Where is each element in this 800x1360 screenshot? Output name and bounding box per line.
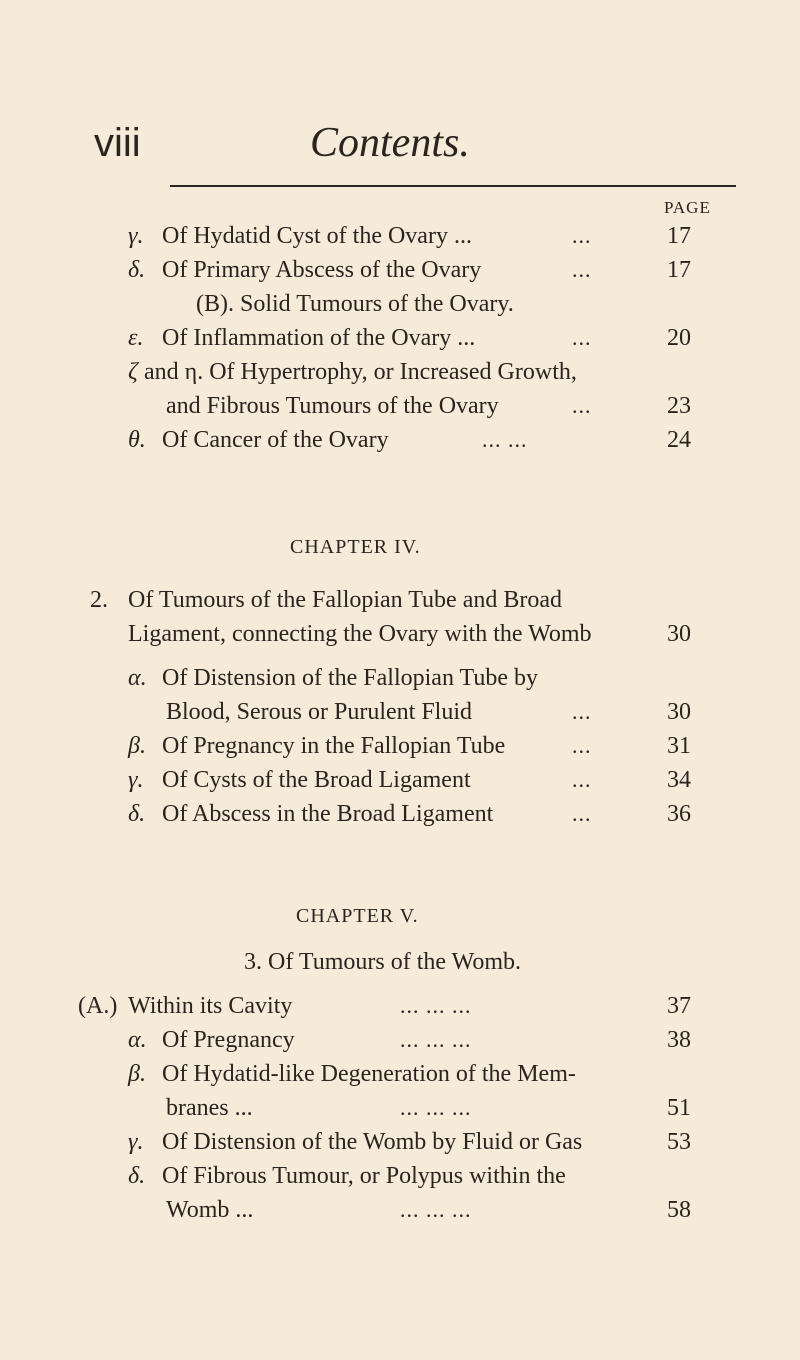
entry-page: 17 <box>667 223 691 249</box>
entry-page: 24 <box>667 427 691 453</box>
entry-page: 51 <box>667 1095 691 1121</box>
entry-text: Of Cancer of the Ovary <box>162 427 389 453</box>
entry-marker: α. <box>128 1027 147 1053</box>
entry-leader: ... ... ... <box>400 993 472 1018</box>
entry-text: Of Inflammation of the Ovary ... <box>162 325 476 351</box>
entry-text: Of Distension of the Womb by Fluid or Gas <box>162 1129 583 1155</box>
entry-text: Of Fibrous Tumour, or Polypus within the <box>162 1163 566 1189</box>
entry-marker: (A.) <box>78 993 118 1019</box>
entry-marker: α. <box>128 665 147 691</box>
entry-marker: θ. <box>128 427 146 453</box>
entry-page: 30 <box>667 699 691 725</box>
entry-text: Of Abscess in the Broad Ligament <box>162 801 494 827</box>
page-folio: viii <box>94 121 141 165</box>
entry-marker: γ. <box>128 223 144 249</box>
entry-text: Of Pregnancy <box>162 1027 295 1053</box>
entry-page: 38 <box>667 1027 691 1053</box>
entry-leader: ... <box>572 767 592 792</box>
entry-page: 36 <box>667 801 691 827</box>
entry-page: 31 <box>667 733 691 759</box>
entry-page: 58 <box>667 1197 691 1223</box>
entry-page: 53 <box>667 1129 691 1155</box>
entry-text: Of Distension of the Fallopian Tube by <box>162 665 538 691</box>
entry-leader: ... <box>572 699 592 724</box>
entry-page: 34 <box>667 767 691 793</box>
entry-leader: ... ... ... <box>400 1197 472 1222</box>
entry-text: Blood, Serous or Purulent Fluid <box>166 699 473 725</box>
entry-leader: ... ... ... <box>400 1027 472 1052</box>
entry-text: and Fibrous Tumours of the Ovary <box>166 393 499 419</box>
entry-text: Womb ... <box>166 1197 254 1223</box>
page-header <box>94 118 724 168</box>
entry-text: Ligament, connecting the Ovary with the Womb <box>128 621 592 647</box>
entry-page: 23 <box>667 393 691 419</box>
entry-text: Of Primary Abscess of the Ovary <box>162 257 482 283</box>
running-title: Contents. <box>310 120 470 166</box>
entry-marker: γ. <box>128 767 144 793</box>
entry-marker: ε. <box>128 325 144 351</box>
entry-marker: β. <box>128 1061 146 1087</box>
entry-marker: β. <box>128 733 146 759</box>
entry-leader: ... <box>572 325 592 350</box>
entry-marker: 2. <box>90 587 108 613</box>
entry-text: Of Tumours of the Fallopian Tube and Broad <box>128 587 563 613</box>
entry-marker: δ. <box>128 801 146 827</box>
entry-marker: δ. <box>128 1163 146 1189</box>
entry-text: Of Hydatid Cyst of the Ovary ... <box>162 223 472 249</box>
chapter-subheading: 3. Of Tumours of the Womb. <box>244 949 521 975</box>
entry-leader: ... <box>572 223 592 248</box>
entry-leader: ... <box>572 257 592 282</box>
entry-text: branes ... <box>166 1095 253 1121</box>
entry-marker: δ. <box>128 257 146 283</box>
entry-leader: ... <box>572 733 592 758</box>
entry-page: 37 <box>667 993 691 1019</box>
page-column-label: PAGE <box>664 198 711 217</box>
chapter-heading: CHAPTER IV. <box>290 536 421 558</box>
entry-text: and η. Of Hypertrophy, or Increased Growth, <box>144 359 577 385</box>
header-rule <box>170 185 736 187</box>
entry-leader: ... <box>572 393 592 418</box>
entry-page: 30 <box>667 621 691 647</box>
entry-leader: ... <box>572 801 592 826</box>
entry-text: Of Cysts of the Broad Ligament <box>162 767 471 793</box>
entry-text: (B). Solid Tumours of the Ovary. <box>196 291 514 317</box>
chapter-heading: CHAPTER V. <box>296 905 419 927</box>
entry-page: 17 <box>667 257 691 283</box>
entry-leader: ... ... <box>482 427 528 452</box>
entry-leader: ... ... ... <box>400 1095 472 1120</box>
entry-text: Within its Cavity <box>128 993 293 1019</box>
entry-page: 20 <box>667 325 691 351</box>
entry-text: Of Hydatid-like Degeneration of the Mem- <box>162 1061 576 1087</box>
entry-marker: ζ <box>128 359 138 385</box>
entry-text: Of Pregnancy in the Fallopian Tube <box>162 733 506 759</box>
entry-marker: γ. <box>128 1129 144 1155</box>
